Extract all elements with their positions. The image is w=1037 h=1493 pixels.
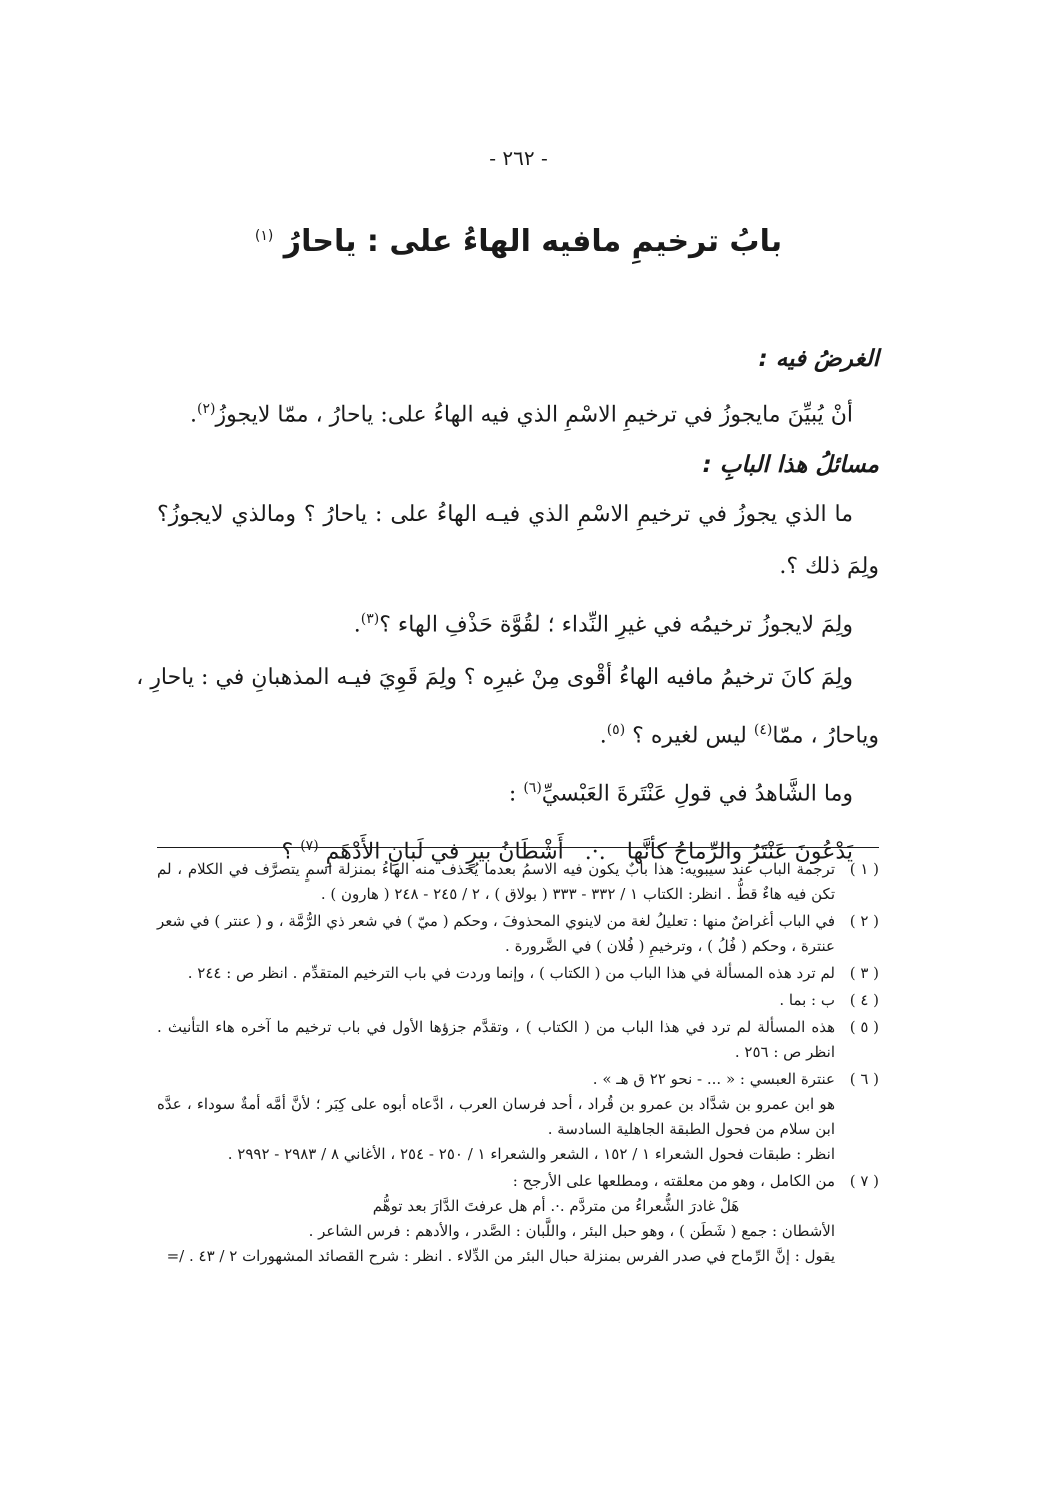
footnotes xyxy=(157,857,879,1271)
punctuation: : xyxy=(508,781,517,807)
footnote xyxy=(157,988,879,1013)
punctuation: . xyxy=(599,722,607,748)
footnote-ref: (٣) xyxy=(360,611,380,628)
footnote-text: انظر : طبقات فحول الشعراء ١ / ١٥٢ ، الشعر والشعراء ١ / ٢٥٠ - ٢٥٤ ، الأغاني ٨ / ٢٩٨٣ - ٢٩٩٢ . xyxy=(227,1145,835,1163)
question-4-text: وما الشَّاهدُ في قولِ عَنْتَرةَ العَبْسيِّ xyxy=(541,781,853,807)
question-3-line-1: ولِمَ كانَ ترخيمُ مافيه الهاءُ أقْوى مِنْ غيرِه ؟ ولِمَ قَوِيَ فيـه المذهبانِ في : ياحارِ ، xyxy=(136,664,853,690)
verse-separator: .·. xyxy=(584,839,606,865)
footnote xyxy=(157,857,879,907)
punctuation: ؟ xyxy=(281,839,294,865)
footnote xyxy=(157,1067,879,1167)
main-text xyxy=(136,335,879,879)
footnote-number: ( ٤ ) xyxy=(849,991,879,1009)
footnote-number: ( ٦ ) xyxy=(849,1070,879,1088)
question-3-text-a: وياحارُ ، ممّا xyxy=(772,722,879,748)
footnote-ref: (٦) xyxy=(523,779,542,796)
footnote-text: من الكامل ، وهو من معلقته ، ومطلعها على الأرجح : xyxy=(512,1172,835,1190)
footnote-text: ترجمة الباب عند سيبويه: هذا بابٌ يكون فيه الاسمُ بعدما يُحذف منه الهاءُ بمنزلة اسمٍ يتصرَّف في الكلام ، لم تكن فيه هاءٌ قطُّ . انظر: الكتاب ١ / ٣٣٢ - ٣٣٣ ( بولاق ) ، ٢ / ٢٤٥ - ٢٤٨ ( هارون ) . xyxy=(157,860,835,903)
chapter-title-text: بابُ ترخيمِ مافيه الهاءُ على : ياحارُ xyxy=(283,224,783,259)
question-2-text: ولِمَ لايجوزُ ترخيمُه في غيرِ النِّداء ؛ لقُوَّة حَذْفِ الهاء ؟ xyxy=(379,612,853,638)
footnote-text: لم ترد هذه المسألة في هذا الباب من ( الكتاب ) ، وإنما وردت في باب الترخيم المتقدِّم . انظر ص : ٢٤٤ . xyxy=(187,964,835,982)
footnote-text: ب : بما . xyxy=(779,991,835,1009)
questions-heading: مسائلُ هذا البابِ : xyxy=(702,452,879,479)
footnote-number: ( ٥ ) xyxy=(849,1018,879,1036)
footnote-number: ( ١ ) xyxy=(849,860,879,878)
question-3-line-2 xyxy=(157,704,879,762)
question-4 xyxy=(157,762,879,820)
footnote-ref: (٧) xyxy=(300,838,319,855)
footnote xyxy=(157,1169,879,1269)
punctuation: . xyxy=(190,402,198,428)
footnote-ref: (٤) xyxy=(753,721,773,738)
punctuation: . xyxy=(353,612,361,638)
question-1-line-2: ولِمَ ذلك ؟. xyxy=(779,554,879,580)
footnote-ref: (٥) xyxy=(606,721,626,738)
footnote-text: هو ابن عمرو بن شدَّاد بن عمرو بن قُراد ، أحد فرسان العرب ، ادَّعاه أبوه على كِبَر ؛ لأنَّ أمَّه أمةٌ سوداء ، عدَّه ابن سلام من فحول الطبقة الجاهلية السادسة . xyxy=(157,1095,835,1138)
verse-second-hemistich: أَشْطَانُ بيرٍ في لَبانِ الأَدْهَمِ xyxy=(325,839,564,865)
footnote-ref: (١) xyxy=(254,228,274,244)
footnote-number: ( ٣ ) xyxy=(849,964,879,982)
purpose-sentence: أنْ يُبيِّنَ مايجوزُ في ترخيمِ الاسْمِ الذي فيه الهاءُ على: ياحارُ ، ممّا لايجوزُ xyxy=(215,402,853,428)
question-1-line-1: ما الذي يجوزُ في ترخيمِ الاسْمِ الذي فيـه الهاءُ على : ياحارُ ؟ ومالذي لايجوزُ؟ xyxy=(157,502,853,528)
purpose-text xyxy=(157,383,879,441)
footnote-text: الأشطان : جمع ( شَطَن ) ، وهو حبل البئر ، واللَّبان : الصَّدر ، والأدهم : فرس الشاعر . xyxy=(308,1222,835,1240)
footnote-text: يقول : إنَّ الرِّماح في صدر الفرس بمنزلة حبال البئر من الدِّلاء . انظر : شرح القصائد المشهورات ٢ / ٤٣ . /= xyxy=(166,1247,835,1265)
footnote-text: في الباب أغراضٌ منها : تعليلُ لغة من لاينوي المحذوفَ ، وحكم ( ميّ ) في شعر ذي الرُّمَّة ، و ( عنتر ) في شعر عنترة ، وحكم ( فُلُ ) ، وترخيمِ ( فُلان ) في الضَّرورة . xyxy=(157,912,835,955)
footnote-verse: هَلْ غادرَ الشُّعراءُ من متردَّم .·. أم هل عرفتَ الدَّارَ بعد توهُّم xyxy=(372,1197,740,1215)
footnote xyxy=(157,909,879,959)
chapter-title xyxy=(0,224,1037,259)
footnote-number: ( ٧ ) xyxy=(849,1172,879,1190)
footnote-divider xyxy=(157,847,879,848)
footnote xyxy=(157,961,879,986)
question-3-text-b: ليس لغيره ؟ xyxy=(632,722,747,748)
footnote-number: ( ٢ ) xyxy=(849,912,879,930)
footnote-text: عنترة العبسي : « ... - نحو ٢٢ ق هـ » . xyxy=(592,1070,835,1088)
footnote-ref: (٢) xyxy=(197,401,216,417)
purpose-heading: الغرضُ فيه : xyxy=(758,346,879,372)
footnote xyxy=(157,1015,879,1065)
footnote-text: هذه المسألة لم ترد في هذا الباب من ( الكتاب ) ، وتقدَّم جزؤها الأول في باب ترخيم ما آخره هاء التأنيث . انظر ص : ٢٥٦ . xyxy=(157,1018,835,1061)
verse-first-hemistich: يَدْعُونَ عَنْتَرُ والرِّماحُ كأنَّها xyxy=(626,839,853,865)
question-2 xyxy=(157,593,879,651)
page-number: - ٢٦٢ - xyxy=(489,146,548,170)
